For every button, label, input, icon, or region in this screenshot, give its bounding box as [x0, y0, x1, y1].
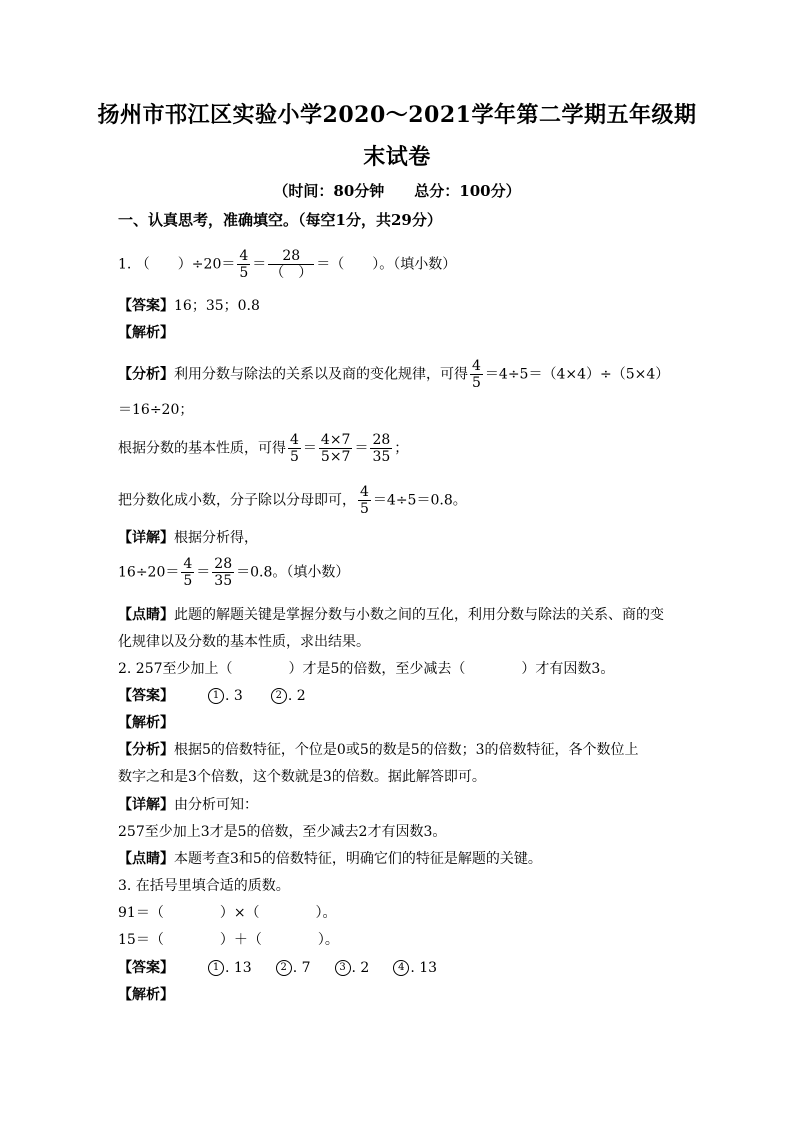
q1-prefix: 1. （ ）÷20＝ — [118, 256, 236, 273]
q3-analysis-tag: 【解析】 — [118, 987, 174, 1003]
q1-fenxi-line2: ＝16÷20； — [118, 402, 194, 418]
q2-fenxi-line2: 数字之和是3个倍数，这个数就是3的倍数。据此解答即可。 — [118, 769, 486, 785]
q1-basic-property: 根据分数的基本性质，可得 $\frac{4}{5}$ ＝ $\frac{4\times 7}{5\times 7}$ ＝ $\frac{28}{35}$ ； — [118, 432, 409, 465]
q3-line2: 15＝（ ）＋（ ）。 — [118, 932, 339, 948]
q1-comment: 【点睛】此题的解题关键是掌握分数与小数之间的互化，利用分数与除法的关系、商的变 — [118, 607, 664, 623]
q3-question: 3. 在括号里填合适的质数。 — [118, 878, 290, 894]
exam-title-line2: 末试卷 — [363, 144, 431, 170]
q1-detail-equation: 16÷20＝ $\frac{4}{5}$ ＝ $\frac{28}{35}$ ＝0.8。（填小数） — [118, 556, 350, 589]
fraction: $\frac{28}{35}$ — [372, 432, 391, 465]
exam-info: （时间：80分钟 总分：100分） — [273, 182, 521, 200]
q1-fraction-2: $\frac{28}{( )}$ — [270, 248, 313, 281]
q2-analysis-tag: 【解析】 — [118, 715, 174, 731]
q1-fenxi-fraction: $\frac{4}{5}$ — [472, 358, 481, 391]
q1-comment-line2: 化规律以及分数的基本性质，求出结果。 — [118, 634, 370, 650]
q1-analysis-tag: 【解析】 — [118, 325, 174, 341]
fraction: $\frac{28}{35}$ — [214, 556, 233, 589]
q1-detail: 【详解】根据分析得， — [118, 530, 258, 546]
q1-question: 1. （ ）÷20＝ $\frac{4}{5}$ ＝ $\frac{28}{( )}$ ＝（ ）。（填小数） — [118, 248, 457, 281]
fraction: $\frac{4}{5}$ — [183, 556, 193, 589]
q1-suffix: ＝（ ）。（填小数） — [316, 256, 457, 273]
fraction: $\frac{4\times 7}{5\times 7}$ — [320, 432, 351, 465]
fraction: $\frac{4}{5}$ — [290, 432, 299, 465]
q1-fenxi: 【分析】利用分数与除法的关系以及商的变化规律，可得 $\frac{4}{5}$ ＝4÷5＝（4×4）÷（5×4） — [118, 358, 670, 391]
fraction: $\frac{4}{5}$ — [360, 484, 369, 517]
q2-detail-line2: 257至少加上3才是5的倍数，至少减去2才有因数3。 — [118, 824, 447, 840]
q1-decimal: 把分数化成小数，分子除以分母即可， $\frac{4}{5}$ ＝4÷5＝0.8。 — [118, 484, 467, 517]
q2-fenxi: 【分析】根据5的倍数特征，个位是0或5的数是5的倍数；3的倍数特征，各个数位上 — [118, 742, 639, 758]
q1-fraction-1: $\frac{4}{5}$ — [239, 248, 249, 281]
q3-line1: 91＝（ ）×（ ）。 — [118, 905, 337, 921]
q3-answer: 【答案】 1 . 13 2 . 7 3 . 2 4 . 13 — [118, 960, 438, 976]
q2-comment: 【点睛】本题考查3和5的倍数特征，明确它们的特征是解题的关键。 — [118, 851, 542, 867]
q2-detail: 【详解】由分析可知： — [118, 797, 258, 813]
exam-title-line1: 扬州市邗江区实验小学2020～2021学年第二学期五年级期 — [97, 102, 697, 128]
q1-answer: 【答案】16；35；0.8 — [118, 298, 260, 314]
q2-answer: 【答案】 1 . 3 2 . 2 — [118, 688, 306, 704]
section1-heading: 一、认真思考，准确填空。（每空1分，共29分） — [118, 211, 442, 229]
q2-question: 2. 257至少加上（ ）才是5的倍数，至少减去（ ）才有因数3。 — [118, 661, 615, 677]
